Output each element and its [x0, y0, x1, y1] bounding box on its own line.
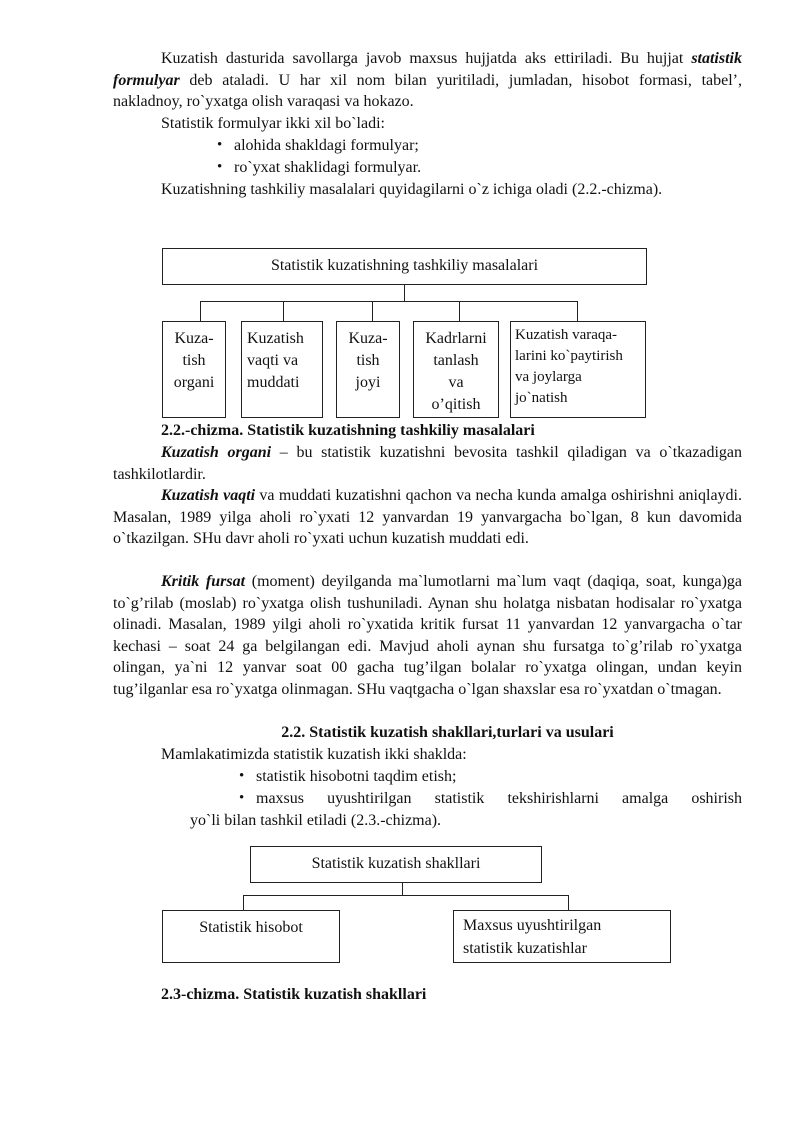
bullet-icon: •	[217, 137, 223, 153]
connector-line	[243, 895, 244, 910]
connector-line	[577, 301, 578, 321]
paragraph-formulyar-types: Statistik formulyar ikki xil bo`ladi:	[161, 115, 385, 132]
paragraph-text: – bu statistik kuzatishni bevosita tashkil qiladigan va o`tkazadigan tashkilotlardir.	[113, 444, 743, 483]
connector-line	[200, 301, 201, 321]
bullet-icon: •	[217, 158, 223, 175]
term-kritik-fursat: Kritik fursat	[161, 573, 246, 590]
list-item	[239, 788, 742, 810]
paragraph-kuzatish-organi	[113, 442, 742, 485]
connector-line	[568, 895, 569, 910]
connector-line	[372, 301, 373, 321]
formulyar-types-list	[217, 135, 742, 179]
list-item	[217, 135, 742, 157]
diagram-box-statistik-hisobot: Statistik hisobot	[162, 910, 340, 963]
paragraph-text: Kuzatish dasturida savollarga javob maxsus hujjatda aks ettiriladi. Bu hujjat	[161, 50, 692, 67]
diagram-tashkiliy-masalalar	[113, 223, 742, 413]
list-item-text: statistik hisobotni taqdim etish;	[256, 768, 457, 785]
diagram-box-kadrlar: Kadrlarni tanlash va o’qitish	[413, 321, 499, 418]
list-item-text: alohida shakldagi formulyar;	[234, 137, 419, 154]
diagram-box-varaqalar: Kuzatish varaqa- larini ko`paytirish va joylarga jo`natish	[510, 321, 646, 418]
paragraph-text: deb ataladi. U har xil nom bilan yuritiladi, jumladan, hisobot formasi, tabel’, nakladnoy, ro`yxatga olish varaqasi va hokazo.	[113, 71, 742, 110]
diagram-box-kuzatish-joyi: Kuza- tish joyi	[336, 321, 400, 418]
list-item-text: maxsus uyushtirilgan statistik tekshirishlarni amalga oshirish	[256, 789, 742, 807]
term-kuzatish-vaqti: Kuzatish vaqti	[161, 487, 256, 504]
diagram-kuzatish-shakllari	[113, 832, 742, 982]
diagram-caption: 2.3-chizma. Statistik kuzatish shakllari	[161, 986, 427, 1003]
list-item-text: ro`yxat shaklidagi formulyar.	[234, 158, 422, 176]
paragraph-tashkiliy-intro: Kuzatishning tashkiliy masalalari quyidagilarni o`z ichiga oladi (2.2.-chizma).	[161, 181, 663, 198]
diagram-title-box: Statistik kuzatish shakllari	[250, 846, 542, 883]
connector-line	[459, 301, 460, 321]
connector-line	[200, 301, 578, 302]
bullet-icon: •	[239, 768, 245, 784]
list-item	[217, 157, 742, 179]
paragraph-text: va muddati kuzatishni qachon va necha kunda amalga oshirishni aniqlaydi. Masalan, 1989 yilga aholi ro`yxati 12 yanvardan 19 yanvargacha bo`lgan, 8 kun davomida o`tkazilgan. SHu davr aholi ro`yxati uchun kuzatish muddati edi.	[113, 487, 742, 547]
list-continuation: yo`li bilan tashkil etiladi (2.3.-chizma).	[190, 812, 442, 829]
term-kuzatish-organi: Kuzatish organi	[161, 444, 272, 461]
connector-line	[283, 301, 284, 321]
bullet-icon: •	[239, 789, 245, 806]
shakllar-list	[239, 766, 742, 810]
paragraph-kuzatish-vaqti	[113, 485, 742, 571]
section-heading: 2.2. Statistik kuzatish shakllari,turlari va usulari	[281, 724, 614, 741]
diagram-box-maxsus-kuzatishlar: Maxsus uyushtirilgan statistik kuzatishlar	[453, 910, 671, 963]
list-item	[239, 766, 742, 788]
connector-line	[243, 895, 569, 896]
term-statistik-formulyar: statistik formulyar	[113, 50, 742, 89]
paragraph-text: (moment) deyilganda ma`lumotlarni ma`lum vaqt (daqiqa, soat, kunga)ga to`g’rilab (moslab) ro`yxatga olish tushuniladi. Aynan shu holatga nisbatan hodisalar ro`yxatga olinadi. Masalan, 1989 yilgi aholi ro`yxatida kritik fursat 11 yanvardan 12 yanvargacha o`tar kechasi – soat 24 ga belgilangan edi. Mavjud aholi aynan shu fursatga to`g’rilab ro`yxatga olingan, ya`ni 12 yanvar soat 00 gacha tug’ilgan bolalar ro`yxatga olingan, undan keyin tug’ilganlar esa ro`yxatga olinmagan. SHu vaqtgacha o`lgan shaxslar esa ro`yxatdan o`tmagan.	[113, 573, 743, 698]
paragraph-formulyar	[113, 48, 742, 113]
page-body	[113, 48, 742, 1006]
paragraph-shakllar-intro: Mamlakatimizda statistik kuzatish ikki shaklda:	[161, 746, 467, 763]
diagram-title-box: Statistik kuzatishning tashkiliy masalalari	[162, 248, 647, 285]
diagram-box-kuzatish-organi: Kuza- tish organi	[162, 321, 226, 418]
connector-line	[404, 285, 405, 301]
diagram-box-kuzatish-vaqti: Kuzatish vaqti va muddati	[241, 321, 323, 418]
connector-line	[402, 883, 403, 895]
paragraph-kritik-fursat	[113, 571, 742, 722]
diagram-caption: 2.2.-chizma. Statistik kuzatishning tashkiliy masalalari	[161, 422, 535, 439]
